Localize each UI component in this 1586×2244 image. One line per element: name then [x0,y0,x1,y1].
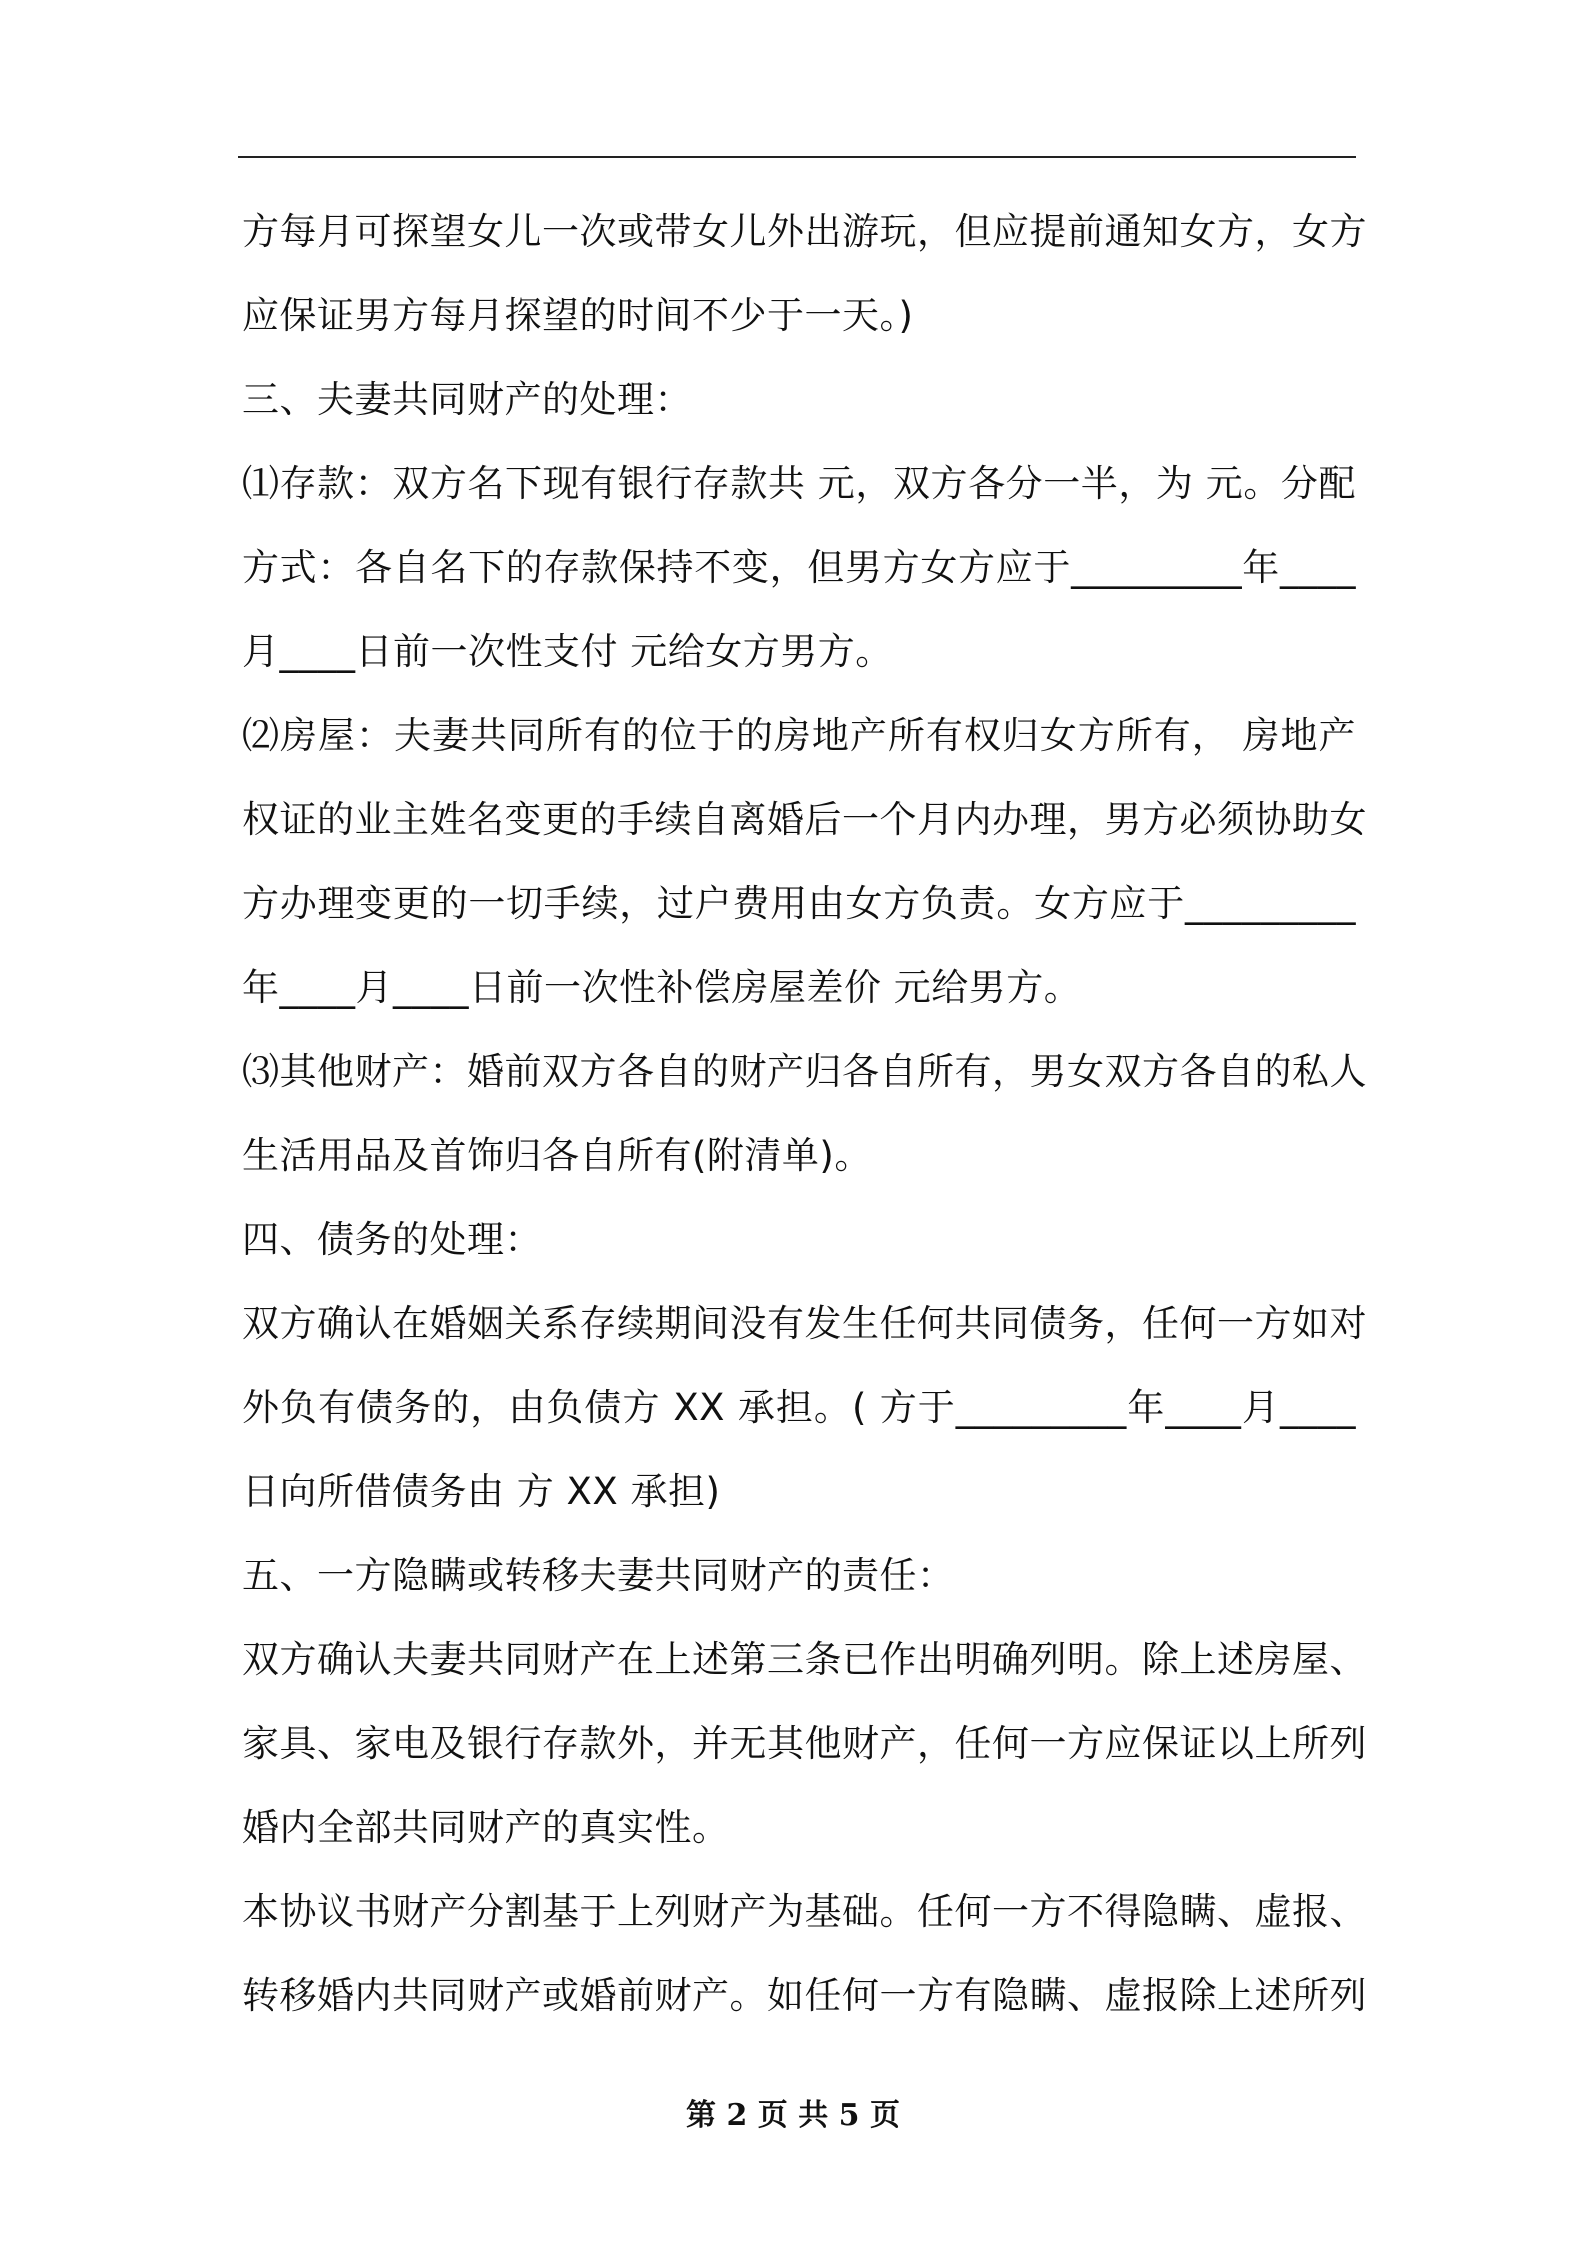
text-line: 本协议书财产分割基于上列财产为基础。任何一方不得隐瞒、虚报、 [242,1890,1367,1933]
text-line: 婚内全部共同财产的真实性。 [242,1806,730,1849]
text-line: ⑴存款：双方名下现有银行存款共 元，双方各分一半，为 元。分配 [242,462,1356,505]
text-line: 方式：各自名下的存款保持不变，但男方女方应于_________年____ [242,546,1356,589]
text-line: 双方确认夫妻共同财产在上述第三条已作出明确列明。除上述房屋、 [242,1638,1367,1681]
text-line: 外负有债务的，由负债方 XX 承担。( 方于_________年____月____ [242,1386,1356,1429]
text-line: 家具、家电及银行存款外，并无其他财产，任何一方应保证以上所列 [242,1722,1367,1765]
text-line: 双方确认在婚姻关系存续期间没有发生任何共同债务，任何一方如对 [242,1302,1367,1345]
text-line: 月____日前一次性支付 元给女方男方。 [242,630,893,673]
text-line: 生活用品及首饰归各自所有(附清单)。 [242,1134,872,1177]
page-number-label: 第 2 页 共 5 页 [686,2098,900,2133]
header-rule [238,156,1356,158]
section-heading: 三、夫妻共同财产的处理： [242,378,692,421]
text-line: 年____月____日前一次性补偿房屋差价 元给男方。 [242,966,1082,1009]
text-line: 日向所借债务由 方 XX 承担) [242,1470,721,1513]
text-line: 转移婚内共同财产或婚前财产。如任何一方有隐瞒、虚报除上述所列 [242,1974,1367,2017]
section-heading: 四、债务的处理： [242,1218,542,1261]
text-line: ⑶其他财产：婚前双方各自的财产归各自所有，男女双方各自的私人 [242,1050,1367,1093]
text-line: 方办理变更的一切手续，过户费用由女方负责。女方应于_________ [242,882,1356,925]
page-number-footer [0,2090,1586,2134]
text-line: 方每月可探望女儿一次或带女儿外出游玩，但应提前通知女方，女方 [242,210,1367,253]
document-body [242,190,1367,2038]
text-line: 应保证男方每月探望的时间不少于一天。) [242,294,914,337]
text-line: ⑵房屋：夫妻共同所有的位于的房地产所有权归女方所有， 房地产 [242,714,1356,757]
text-line: 权证的业主姓名变更的手续自离婚后一个月内办理，男方必须协助女 [242,798,1367,841]
section-heading: 五、一方隐瞒或转移夫妻共同财产的责任： [242,1554,955,1597]
